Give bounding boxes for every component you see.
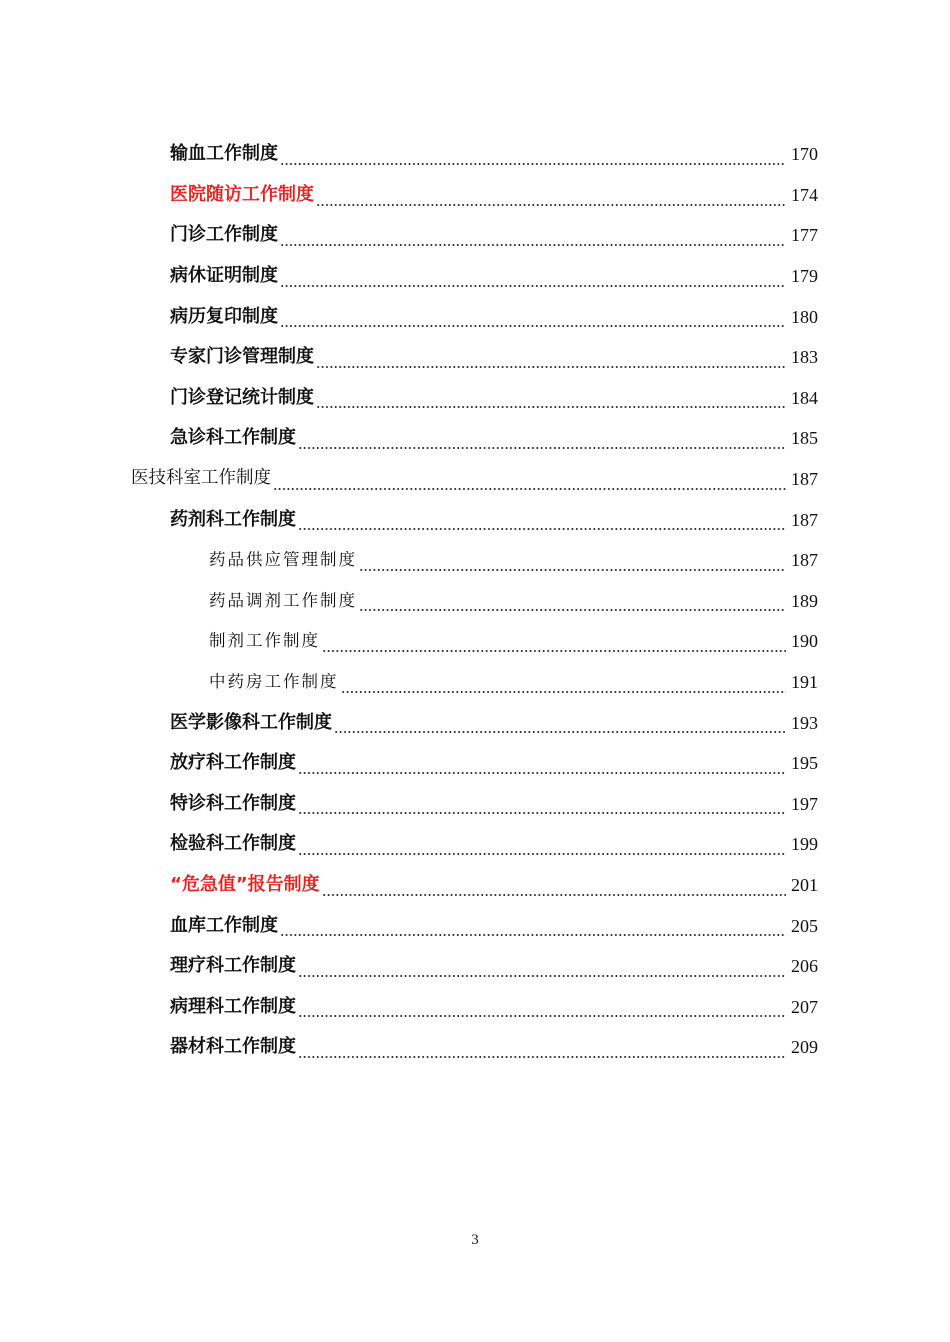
toc-section-title: 医技科室工作制度 (131, 468, 271, 489)
toc-entry-title: 病历复印制度 (170, 305, 278, 327)
toc-entry-page: 207 (791, 996, 818, 1017)
toc-subentry-title: 药品调剂工作制度 (209, 590, 357, 610)
toc-entry[interactable] (0, 905, 950, 946)
toc-dot-leader (280, 311, 786, 329)
toc-entry-page: 190 (791, 631, 818, 652)
toc-entry-title: 医学影像科工作制度 (170, 711, 332, 733)
toc-entry-page: 206 (791, 956, 818, 977)
toc-entry-title: 药剂科工作制度 (170, 508, 296, 530)
toc-dot-leader (280, 270, 786, 288)
toc-entry-page: 184 (791, 387, 818, 408)
toc-dot-leader (359, 595, 786, 613)
toc-entry[interactable] (0, 337, 950, 378)
toc-subentry-title: 制剂工作制度 (209, 631, 320, 651)
toc-entry-page: 187 (791, 509, 818, 530)
toc-entry-title: 输血工作制度 (170, 143, 278, 165)
toc-entry-title: 血库工作制度 (170, 914, 278, 936)
toc-entry-page: 205 (791, 915, 818, 936)
toc-dot-leader (316, 351, 786, 369)
toc-entry-page: 193 (791, 712, 818, 733)
toc-entry[interactable] (0, 175, 950, 216)
toc-dot-leader (298, 1041, 786, 1059)
toc-entry-page: 197 (791, 793, 818, 814)
toc-entry[interactable] (0, 824, 950, 865)
toc-dot-leader (273, 473, 786, 491)
toc-entry[interactable] (0, 499, 950, 540)
toc-entry-page: 183 (791, 347, 818, 368)
toc-entry-page: 187 (791, 469, 818, 490)
toc-dot-leader (298, 960, 786, 978)
toc-entry-page: 199 (791, 834, 818, 855)
toc-entry-title: 器材科工作制度 (170, 1036, 296, 1058)
toc-entry-title: 特诊科工作制度 (170, 792, 296, 814)
toc-entry-page: 189 (791, 590, 818, 611)
toc-entry[interactable] (0, 256, 950, 297)
toc-entry[interactable] (0, 1027, 950, 1068)
toc-entry[interactable] (0, 865, 950, 906)
toc-section-entry[interactable] (0, 459, 950, 500)
toc-subentry[interactable] (0, 662, 950, 703)
toc-entry[interactable] (0, 215, 950, 256)
table-of-contents (0, 134, 950, 1068)
toc-entry-page: 191 (791, 672, 818, 693)
toc-entry-title: 门诊工作制度 (170, 224, 278, 246)
toc-entry-page: 185 (791, 428, 818, 449)
toc-dot-leader (280, 229, 786, 247)
toc-dot-leader (298, 798, 786, 816)
toc-dot-leader (280, 148, 786, 166)
toc-subentry-title: 中药房工作制度 (209, 671, 339, 691)
toc-entry-title: 专家门诊管理制度 (170, 346, 314, 368)
toc-entry-page: 201 (791, 874, 818, 895)
toc-entry-page: 195 (791, 753, 818, 774)
toc-dot-leader (298, 1001, 786, 1019)
toc-subentry[interactable] (0, 540, 950, 581)
toc-entry[interactable] (0, 946, 950, 987)
toc-dot-leader (298, 432, 786, 450)
toc-entry-page: 174 (791, 184, 818, 205)
toc-entry-title: 病休证明制度 (170, 265, 278, 287)
toc-entry-page: 177 (791, 225, 818, 246)
toc-entry[interactable] (0, 134, 950, 175)
toc-dot-leader (334, 717, 786, 735)
toc-dot-leader (316, 189, 786, 207)
toc-dot-leader (280, 920, 786, 938)
toc-dot-leader (298, 838, 786, 856)
toc-entry-title: 理疗科工作制度 (170, 955, 296, 977)
toc-entry[interactable] (0, 784, 950, 825)
toc-dot-leader (341, 676, 787, 694)
toc-entry[interactable] (0, 418, 950, 459)
toc-entry-page: 170 (791, 144, 818, 165)
toc-entry-title: 病理科工作制度 (170, 995, 296, 1017)
toc-entry[interactable] (0, 702, 950, 743)
toc-entry-title: 检验科工作制度 (170, 833, 296, 855)
toc-entry-title: “危急值”报告制度 (170, 873, 320, 895)
toc-entry-page: 180 (791, 306, 818, 327)
toc-entry-title: 门诊登记统计制度 (170, 386, 314, 408)
toc-entry[interactable] (0, 986, 950, 1027)
toc-entry[interactable] (0, 378, 950, 419)
toc-entry[interactable] (0, 743, 950, 784)
toc-entry-title: 医院随访工作制度 (170, 183, 314, 205)
toc-entry-page: 209 (791, 1037, 818, 1058)
toc-entry[interactable] (0, 296, 950, 337)
toc-dot-leader (359, 554, 786, 572)
toc-dot-leader (322, 635, 786, 653)
toc-dot-leader (322, 879, 786, 897)
page-number: 3 (471, 1232, 479, 1248)
toc-entry-page: 179 (791, 266, 818, 287)
toc-subentry[interactable] (0, 621, 950, 662)
toc-entry-title: 急诊科工作制度 (170, 427, 296, 449)
toc-entry-page: 187 (791, 550, 818, 571)
toc-entry-title: 放疗科工作制度 (170, 752, 296, 774)
toc-subentry[interactable] (0, 581, 950, 622)
toc-dot-leader (298, 514, 786, 532)
toc-subentry-title: 药品供应管理制度 (209, 549, 357, 569)
toc-dot-leader (316, 392, 786, 410)
toc-dot-leader (298, 757, 786, 775)
